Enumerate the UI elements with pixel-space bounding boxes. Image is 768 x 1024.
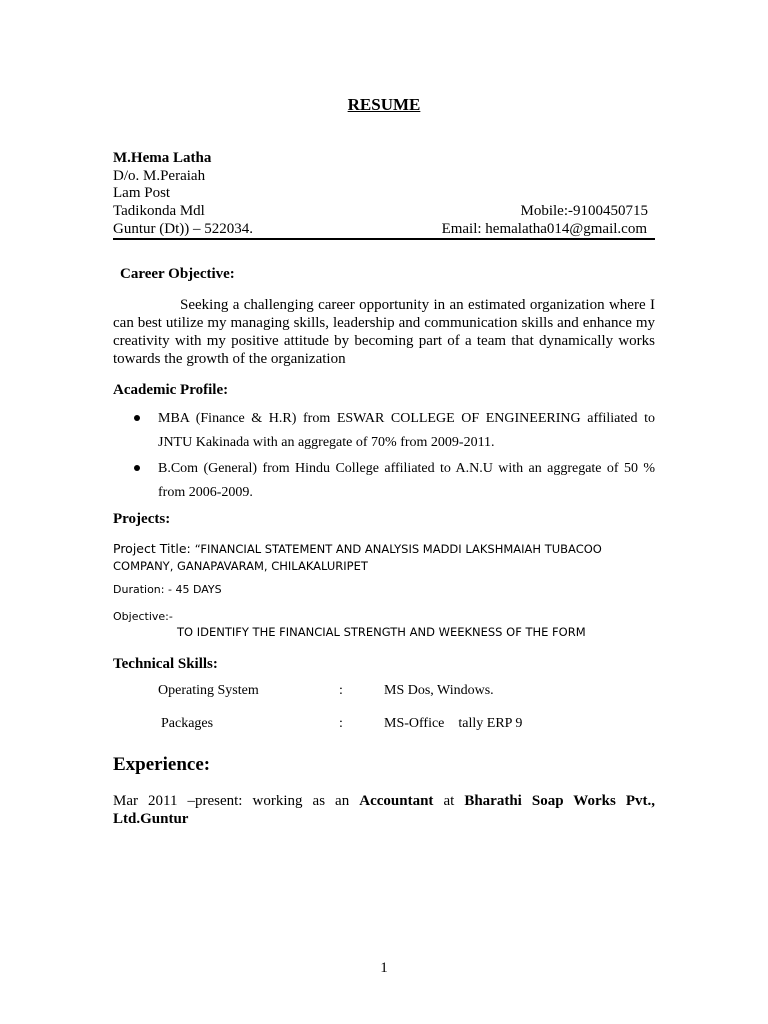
bullet-icon bbox=[134, 465, 140, 471]
projects-heading: Projects: bbox=[113, 511, 171, 527]
skill-separator: : bbox=[339, 716, 343, 731]
candidate-name: M.Hema Latha bbox=[113, 150, 212, 166]
experience-entry bbox=[113, 792, 655, 828]
header-divider bbox=[113, 238, 655, 240]
academic-profile-heading: Academic Profile: bbox=[113, 382, 229, 398]
project-title-label: Project Title: bbox=[113, 541, 195, 556]
bullet-icon bbox=[134, 415, 140, 421]
experience-at: at bbox=[443, 793, 455, 809]
technical-skills-heading: Technical Skills: bbox=[113, 656, 218, 672]
skill-label: Operating System bbox=[158, 683, 259, 698]
academic-item: MBA (Finance & H.R) from ESWAR COLLEGE OF ENGINEERING affiliated to JNTU Kakinada with an aggregate of 70% from 2009-2011. bbox=[158, 411, 655, 450]
project-objective-label: Objective:- bbox=[113, 610, 173, 623]
skill-label: Packages bbox=[161, 716, 214, 731]
project-duration: Duration: - 45 DAYS bbox=[113, 583, 222, 596]
address-line-2: Lam Post bbox=[113, 185, 171, 201]
address-line-1: D/o. M.Peraiah bbox=[113, 168, 206, 184]
project-objective-text: TO IDENTIFY THE FINANCIAL STRENGTH AND WEEKNESS OF THE FORM bbox=[177, 625, 586, 639]
career-objective-heading: Career Objective: bbox=[120, 266, 235, 282]
page-number: 1 bbox=[380, 960, 388, 976]
academic-item: B.Com (General) from Hindu College affiliated to A.N.U with an aggregate of 50 % from 2006-2009. bbox=[158, 461, 655, 500]
experience-company: Bharathi Soap Works Pvt., Ltd.Guntur bbox=[113, 793, 655, 827]
project-title bbox=[113, 540, 658, 574]
email-address: Email: hemalatha014@gmail.com bbox=[441, 221, 647, 237]
mobile-number: Mobile:-9100450715 bbox=[520, 203, 648, 219]
skill-value: MS-Office tally ERP 9 bbox=[384, 716, 523, 731]
skill-separator: : bbox=[339, 683, 343, 698]
project-title-text: “FINANCIAL STATEMENT AND ANALYSIS MADDI LAKSHMAIAH TUBACOO COMPANY, GANAPAVARAM, CHILAKALURIPET bbox=[113, 542, 602, 573]
address-line-4: Guntur (Dt)) – 522034. bbox=[113, 221, 253, 237]
address-line-3: Tadikonda Mdl bbox=[113, 203, 205, 219]
experience-period: Mar 2011 –present: working as an bbox=[113, 793, 350, 809]
skill-value: MS Dos, Windows. bbox=[384, 683, 494, 698]
resume-title: RESUME bbox=[347, 95, 421, 114]
experience-role: Accountant bbox=[359, 793, 434, 809]
experience-heading: Experience: bbox=[113, 754, 211, 775]
career-objective-text: Seeking a challenging career opportunity in an estimated organization where I can best utilize my managing skills, leadership and communication skills and enhance my creativity with my positive attitude by becoming part of a team that dynamically works towards the growth of the organization bbox=[113, 297, 655, 367]
